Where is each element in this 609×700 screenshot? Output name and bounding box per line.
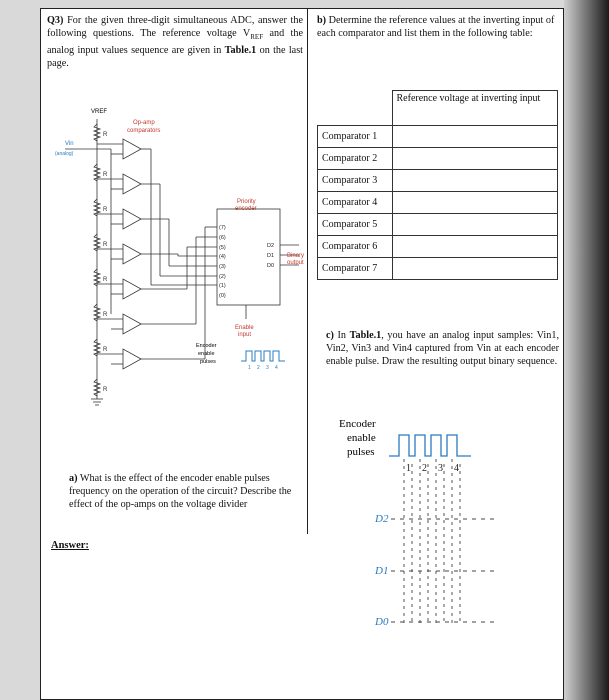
answer-cell[interactable] (392, 126, 558, 148)
comparator-opamp (123, 349, 141, 369)
question-3-text-2: and the analog input values sequence are given in (47, 28, 304, 57)
table-empty-cell (318, 91, 393, 126)
encoder-pulse-number: 2 (257, 365, 260, 371)
encoder-pulse-waveform (241, 351, 285, 361)
question-3 (47, 14, 303, 70)
encoder-output-label: D2 (267, 243, 275, 249)
comparators-label: Op-amp (133, 120, 155, 126)
comparator-opamp (123, 279, 141, 299)
answer-cell[interactable] (392, 148, 558, 170)
timing-output-lines (391, 519, 496, 622)
question-c-text: In (337, 330, 350, 341)
encoder-input-label: (7) (219, 225, 226, 231)
worksheet-page (40, 8, 564, 700)
question-3-text: For the given three-digit simultaneous ADC, answer the following questions. The reference voltage V (47, 15, 303, 39)
question-b-label: b) (317, 15, 327, 26)
comparators-label-2: comparators (127, 128, 161, 134)
comparator-opamp (123, 244, 141, 264)
encoder-input-label: (4) (219, 254, 226, 260)
timing-enable-label: enable (347, 432, 376, 444)
encoder-pulses-label-2: enable (198, 351, 215, 357)
resistor-ladder (94, 124, 108, 396)
comparator-opamp (123, 209, 141, 229)
table-row-label: Comparator 3 (318, 170, 393, 192)
encoder-input-label: (3) (219, 264, 226, 270)
encoder-output-label: D0 (267, 263, 275, 269)
timing-diagram (331, 409, 561, 634)
vref-subscript: REF (250, 33, 264, 42)
question-3-label: Q3) (47, 15, 64, 26)
table-row-label: Comparator 6 (318, 236, 393, 258)
table-row-label: Comparator 2 (318, 148, 393, 170)
encoder-pulses-label: Encoder (196, 343, 217, 349)
answer-cell[interactable] (392, 258, 558, 280)
table-reference: Table.1 (349, 330, 382, 341)
timing-pulse-number: 4 (454, 463, 459, 474)
question-a-label: a) (69, 473, 78, 484)
vin-label: Vin (65, 141, 74, 147)
timing-pulse-numbers (406, 463, 459, 474)
resistor-label: R (103, 312, 108, 318)
resistor-label: R (103, 277, 108, 283)
encoder-input-label: (0) (219, 293, 226, 299)
table-header: Reference voltage at inverting input (392, 91, 558, 126)
resistor-label: R (103, 207, 108, 213)
question-a (69, 472, 297, 511)
timing-output-label: D2 (375, 513, 389, 525)
enable-input-label-2: input (238, 332, 252, 338)
timing-pulse-number: 3 (438, 463, 443, 474)
table-row-label: Comparator 4 (318, 192, 393, 214)
timing-guides (404, 459, 460, 624)
binary-output-label: Binary (287, 253, 305, 259)
timing-pulses-label: pulses (347, 446, 375, 458)
analog-label: (analog) (55, 151, 74, 157)
adc-circuit-diagram (41, 99, 306, 429)
encoder-input-label: (5) (219, 245, 226, 251)
timing-output-label: D1 (375, 565, 389, 577)
answer-label: Answer: (51, 540, 89, 551)
encoder-output-label: D1 (267, 253, 275, 259)
resistor-label: R (103, 347, 108, 353)
encoder-input-label: (6) (219, 235, 226, 241)
reference-voltage-table (317, 90, 558, 280)
encoder-input-label: (2) (219, 274, 226, 280)
comparator-opamp (123, 139, 141, 159)
question-b-text: Determine the reference values at the inverting input of each comparator and list them in the following table: (317, 15, 555, 39)
timing-encoder-label: Encoder (339, 418, 376, 430)
vref-label: VREF (91, 109, 108, 115)
answer-cell[interactable] (392, 214, 558, 236)
table-row-label: Comparator 5 (318, 214, 393, 236)
question-c-label: c) (326, 330, 334, 341)
encoder-label-2: encoder (235, 206, 257, 212)
resistor-label: R (103, 172, 108, 178)
question-c-text-2: , you have an analog input samples: Vin1, Vin2, Vin3 and Vin4 captured from Vin at each encoder enable pulse. Draw the resulting output binary sequence. (326, 330, 559, 367)
question-b (317, 14, 557, 40)
comparator-opamp (123, 314, 141, 334)
table-reference: Table.1 (224, 45, 257, 57)
question-a-text: What is the effect of the encoder enable pulses frequency on the operation of the circuit? Describe the effect of the op-amps on the voltage divider (69, 473, 292, 510)
encoder-pulse-number: 1 (248, 365, 251, 371)
timing-pulse-number: 1 (406, 463, 411, 474)
resistor-label: R (103, 132, 108, 138)
column-divider (307, 9, 308, 534)
timing-output-label: D0 (375, 616, 389, 628)
question-3-text-3: on the last page. (47, 45, 304, 70)
answer-cell[interactable] (392, 192, 558, 214)
table-row-label: Comparator 1 (318, 126, 393, 148)
answer-cell[interactable] (392, 170, 558, 192)
resistor-label: R (103, 387, 108, 393)
timing-output-labels (374, 513, 389, 628)
encoder-pulse-number: 4 (275, 365, 278, 371)
question-c (326, 329, 559, 368)
encoder-pulses-label-3: pulses (200, 359, 216, 365)
enable-input-label: Enable (235, 325, 254, 331)
encoder-label: Priority (237, 199, 256, 205)
timing-pulse-waveform (389, 435, 471, 456)
page-edge-shadow (564, 0, 609, 700)
comparator-opamp (123, 174, 141, 194)
encoder-pulse-number: 3 (266, 365, 269, 371)
table-row-label: Comparator 7 (318, 258, 393, 280)
binary-output-label-2: output (287, 260, 304, 266)
encoder-input-label: (1) (219, 283, 226, 289)
resistor-label: R (103, 242, 108, 248)
answer-cell[interactable] (392, 236, 558, 258)
timing-pulse-number: 2 (422, 463, 427, 474)
